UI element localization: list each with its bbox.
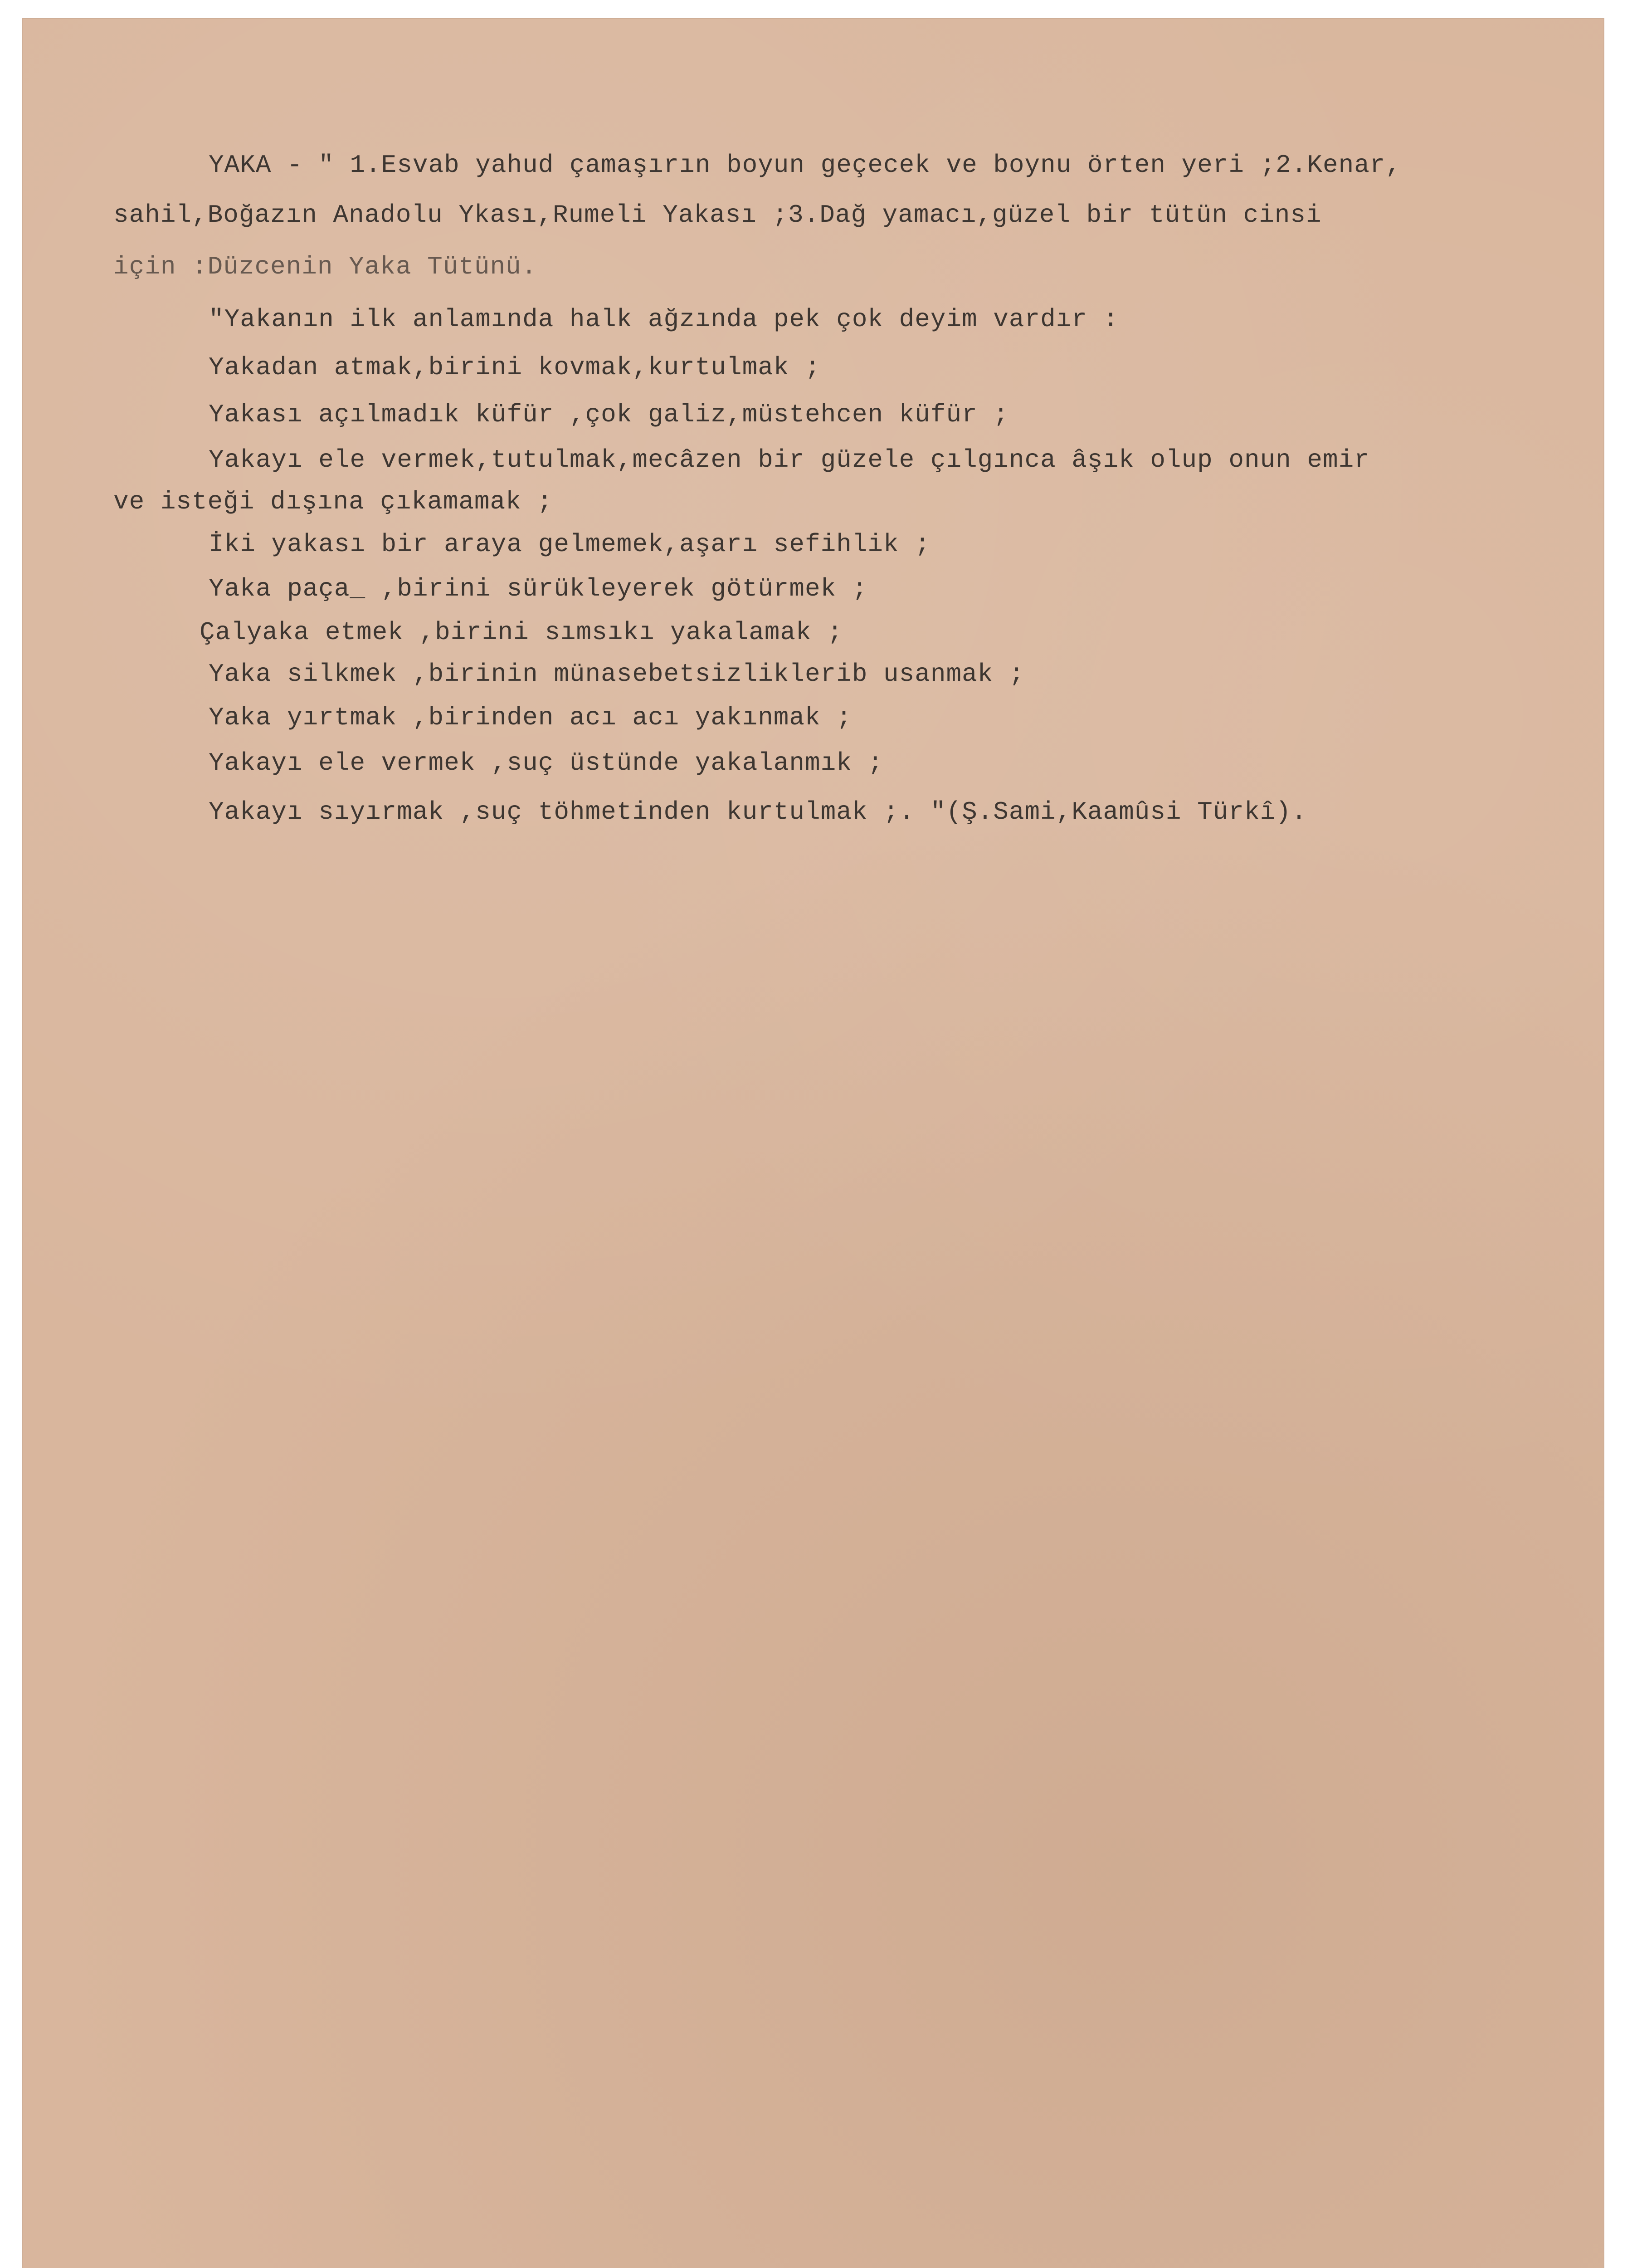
text-line-10: Yaka paça_ ,birini sürükleyerek götürmek ; <box>209 574 868 603</box>
text-line-3: için :Düzcenin Yaka Tütünü. <box>113 252 537 281</box>
text-line-8: ve isteği dışına çıkamamak ; <box>113 487 553 516</box>
text-line-9: İki yakası bir araya gelmemek,aşarı sefihlik ; <box>209 530 931 559</box>
text-line-12: Yaka silkmek ,birinin münasebetsizliklerib usanmak ; <box>209 660 1025 689</box>
text-line-1: YAKA - " 1.Esvab yahud çamaşırın boyun geçecek ve boynu örten yeri ;2.Kenar, <box>209 151 1402 180</box>
typewritten-page <box>22 18 1604 2268</box>
text-line-6: Yakası açılmadık küfür ,çok galiz,müstehcen küfür ; <box>209 400 1009 429</box>
typed-text-block <box>22 18 1604 2268</box>
text-line-11: Çalyaka etmek ,birini sımsıkı yakalamak ; <box>200 618 843 647</box>
text-line-15: Yakayı sıyırmak ,suç töhmetinden kurtulmak ;. "(Ş.Sami,Kaamûsi Türkî). <box>209 797 1307 826</box>
text-line-4: "Yakanın ilk anlamında halk ağzında pek çok deyim vardır : <box>209 305 1119 334</box>
text-line-5: Yakadan atmak,birini kovmak,kurtulmak ; <box>209 353 821 382</box>
text-line-14: Yakayı ele vermek ,suç üstünde yakalanmık ; <box>209 748 884 777</box>
text-line-13: Yaka yırtmak ,birinden acı acı yakınmak ; <box>209 703 852 732</box>
text-line-7: Yakayı ele vermek,tutulmak,mecâzen bir güzele çılgınca âşık olup onun emir <box>209 445 1370 474</box>
text-line-2: sahil,Boğazın Anadolu Ykası,Rumeli Yakası ;3.Dağ yamacı,güzel bir tütün cinsi <box>113 200 1322 230</box>
